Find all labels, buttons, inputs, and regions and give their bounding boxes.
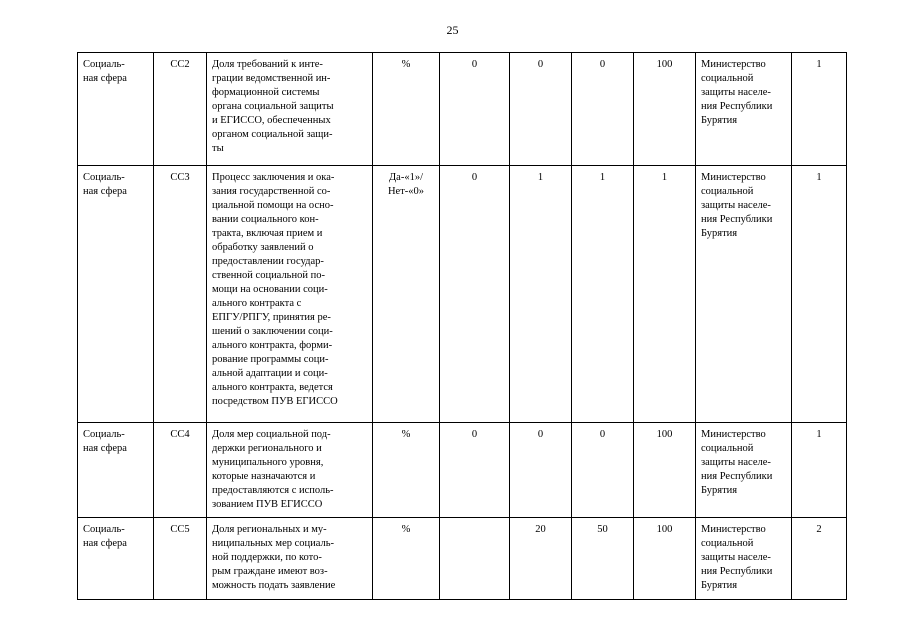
cell-sphere: Социаль- ная сфера [78, 166, 154, 423]
cell-priority: 1 [792, 423, 847, 518]
table-row [78, 518, 847, 600]
cell-code: СС4 [154, 423, 207, 518]
cell-organization: Министерство социальной защиты населе- ния Республики Бурятия [696, 518, 792, 600]
table-row [78, 53, 847, 166]
table-body [78, 53, 847, 600]
cell-code: СС5 [154, 518, 207, 600]
table-row [78, 166, 847, 423]
indicators-table [77, 52, 847, 600]
cell-description: Процесс заключения и ока- зания государственной со- циальной помощи на осно- вании социального кон- тракта, включая прием и обработку заявлений о предоставлении государ- ственной социальной по- мощи на основании соци- ального контракта с ЕПГУ/РПГУ, принятия ре- шений о заключении соци- ального контракта, форми- рование программы соци- альной адаптации и соци- ального контракта, ведется посредством ПУВ ЕГИССО [207, 166, 373, 423]
cell-value-2: 0 [510, 423, 572, 518]
cell-value-4: 100 [634, 518, 696, 600]
cell-priority: 1 [792, 166, 847, 423]
cell-priority: 1 [792, 53, 847, 166]
cell-value-1: 0 [440, 53, 510, 166]
cell-value-2: 0 [510, 53, 572, 166]
cell-organization: Министерство социальной защиты населе- ния Республики Бурятия [696, 423, 792, 518]
cell-priority: 2 [792, 518, 847, 600]
cell-value-3: 0 [572, 53, 634, 166]
cell-unit: % [373, 53, 440, 166]
cell-sphere: Социаль- ная сфера [78, 518, 154, 600]
cell-description: Доля требований к инте- грации ведомственной ин- формационной системы органа социальной защиты и ЕГИССО, обеспеченных органом социальной защи- ты [207, 53, 373, 166]
cell-sphere: Социаль- ная сфера [78, 423, 154, 518]
cell-unit: Да-«1»/ Нет-«0» [373, 166, 440, 423]
cell-value-2: 20 [510, 518, 572, 600]
table-row [78, 423, 847, 518]
cell-value-1: 0 [440, 423, 510, 518]
page-number: 25 [446, 23, 459, 37]
cell-description: Доля региональных и му- ниципальных мер социаль- ной поддержки, по кото- рым граждане имеют воз- можность подать заявление [207, 518, 373, 600]
cell-code: СС2 [154, 53, 207, 166]
cell-unit: % [373, 423, 440, 518]
cell-code: СС3 [154, 166, 207, 423]
cell-description: Доля мер социальной под- держки регионального и муниципального уровня, которые назначаются и предоставляются с исполь- зованием ПУВ ЕГИССО [207, 423, 373, 518]
cell-organization: Министерство социальной защиты населе- ния Республики Бурятия [696, 53, 792, 166]
cell-value-3: 50 [572, 518, 634, 600]
cell-organization: Министерство социальной защиты населе- ния Республики Бурятия [696, 166, 792, 423]
cell-value-1: 0 [440, 166, 510, 423]
cell-sphere: Социаль- ная сфера [78, 53, 154, 166]
cell-value-1 [440, 518, 510, 600]
cell-value-3: 1 [572, 166, 634, 423]
cell-value-3: 0 [572, 423, 634, 518]
cell-value-4: 100 [634, 53, 696, 166]
cell-value-4: 100 [634, 423, 696, 518]
cell-value-4: 1 [634, 166, 696, 423]
cell-value-2: 1 [510, 166, 572, 423]
cell-unit: % [373, 518, 440, 600]
